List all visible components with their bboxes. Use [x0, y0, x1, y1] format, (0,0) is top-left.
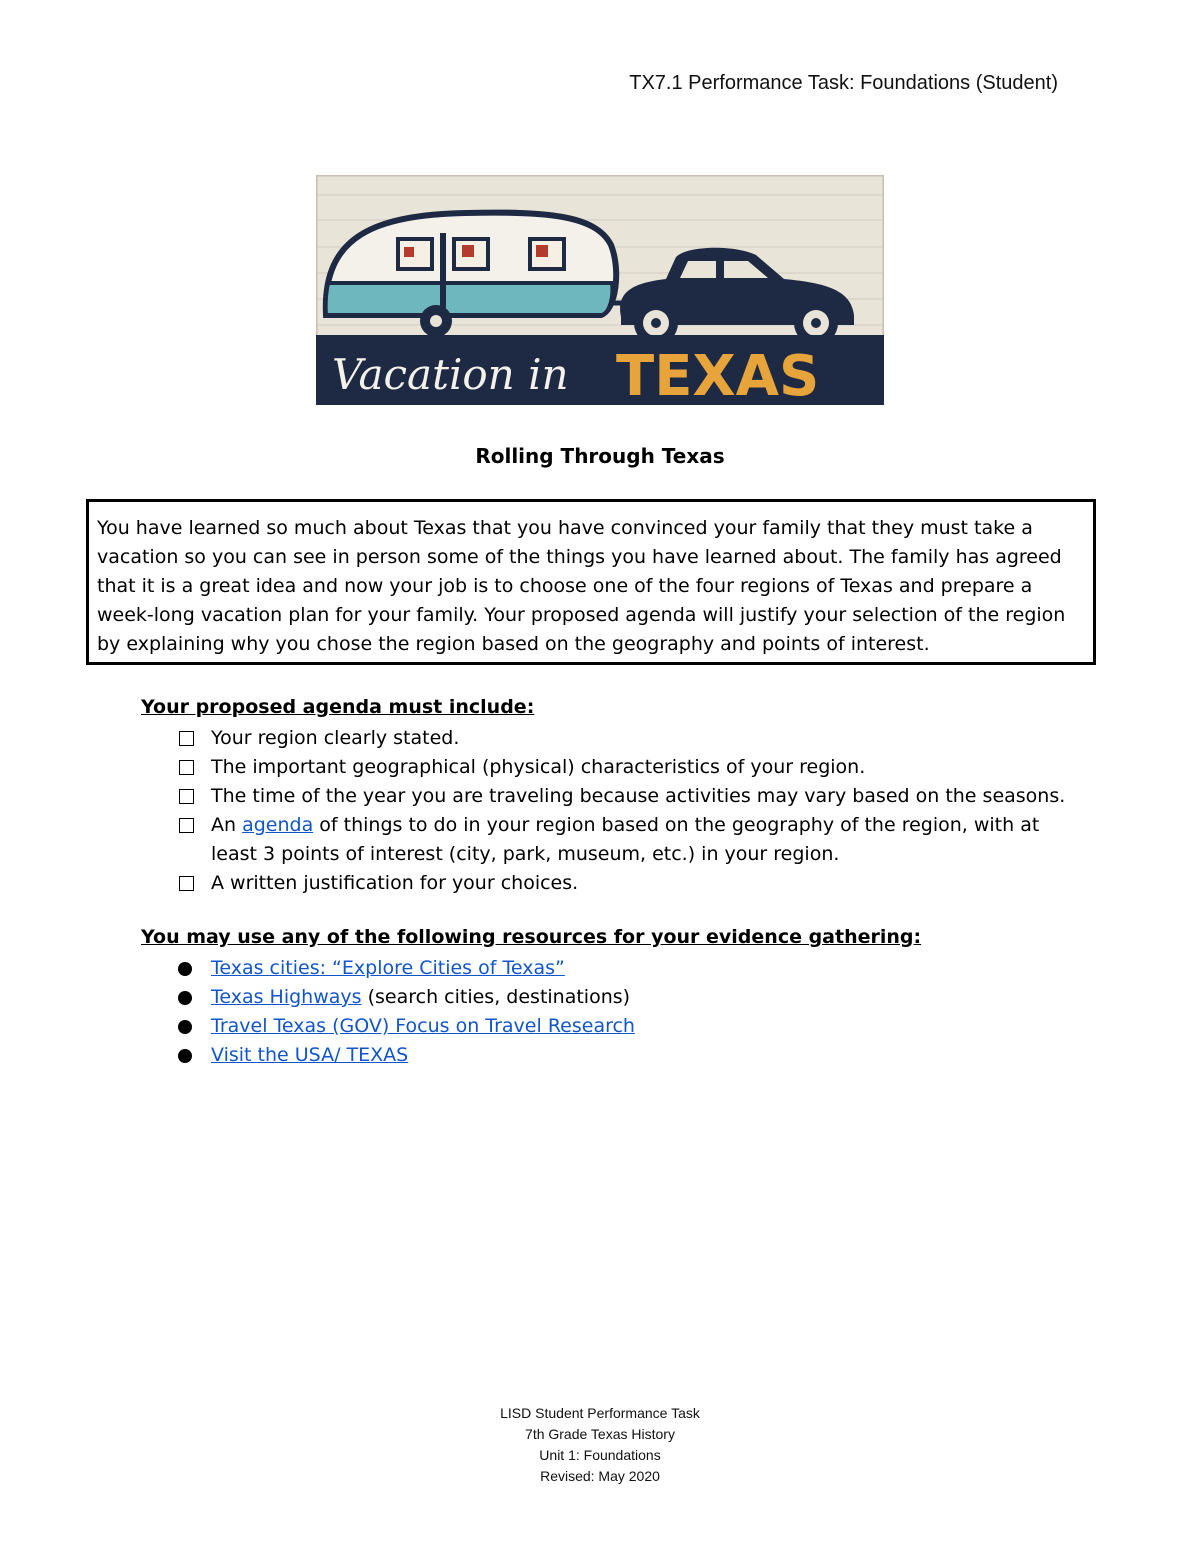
agenda-heading: Your proposed agenda must include:	[141, 696, 535, 718]
resource-item	[176, 1041, 1076, 1070]
resource-link-visit-usa[interactable]: Visit the USA/ TEXAS	[211, 1044, 409, 1066]
footer-line: LISD Student Performance Task	[500, 1405, 700, 1421]
page-header: TX7.1 Performance Task: Foundations (Student)	[629, 72, 1058, 94]
footer-line: 7th Grade Texas History	[525, 1426, 675, 1442]
agenda-list	[176, 724, 1076, 898]
resource-item: Texas Highways (search cities, destinations)	[176, 983, 1076, 1012]
resource-link-texas-highways[interactable]: Texas Highways	[211, 986, 362, 1008]
checkbox-icon[interactable]	[179, 876, 194, 891]
footer-line: Revised: May 2020	[540, 1468, 660, 1484]
bullet-icon	[178, 1049, 192, 1063]
resource-link-texas-cities[interactable]: Texas cities: “Explore Cities of Texas”	[211, 957, 565, 979]
checkbox-icon[interactable]	[179, 789, 194, 804]
resources-heading: You may use any of the following resources for your evidence gathering:	[141, 926, 922, 948]
checkbox-icon[interactable]	[179, 731, 194, 746]
sign-text-vacation-in: Vacation in	[332, 350, 569, 399]
bullet-icon	[178, 1020, 192, 1034]
resource-item	[176, 954, 1076, 983]
agenda-item: Your region clearly stated.	[176, 724, 1076, 753]
agenda-item: An agenda of things to do in your region based on the geography of the region, with at least 3 points of interest (city, park, museum, etc.) in your region.	[176, 811, 1076, 869]
bullet-icon	[178, 962, 192, 976]
page-title: Rolling Through Texas	[475, 444, 725, 468]
agenda-link[interactable]: agenda	[242, 814, 314, 836]
agenda-item: The important geographical (physical) characteristics of your region.	[176, 753, 1076, 782]
intro-box	[86, 499, 1096, 665]
agenda-item: The time of the year you are traveling because activities may vary based on the seasons.	[176, 782, 1076, 811]
resources-list	[176, 954, 1076, 1070]
sign-text-texas: TEXAS	[616, 344, 820, 405]
vacation-banner-image	[316, 175, 884, 405]
checkbox-icon[interactable]	[179, 818, 194, 833]
resource-link-travel-texas[interactable]: Travel Texas (GOV) Focus on Travel Research	[211, 1015, 635, 1037]
bullet-icon	[178, 991, 192, 1005]
resource-item	[176, 1012, 1076, 1041]
agenda-item: A written justification for your choices.	[176, 869, 1076, 898]
intro-text: You have learned so much about Texas that you have convinced your family that they must take a vacation so you can see in person some of the things you have learned about. The family has agreed that it is a great idea and now your job is to choose one of the four regions of Texas and prepare a week-long vacation plan for your family. Your proposed agenda will justify your selection of the region by explaining why you chose the region based on the geography and points of interest.	[97, 517, 1066, 655]
checkbox-icon[interactable]	[179, 760, 194, 775]
footer-line: Unit 1: Foundations	[539, 1447, 661, 1463]
page-footer	[0, 1403, 1200, 1487]
